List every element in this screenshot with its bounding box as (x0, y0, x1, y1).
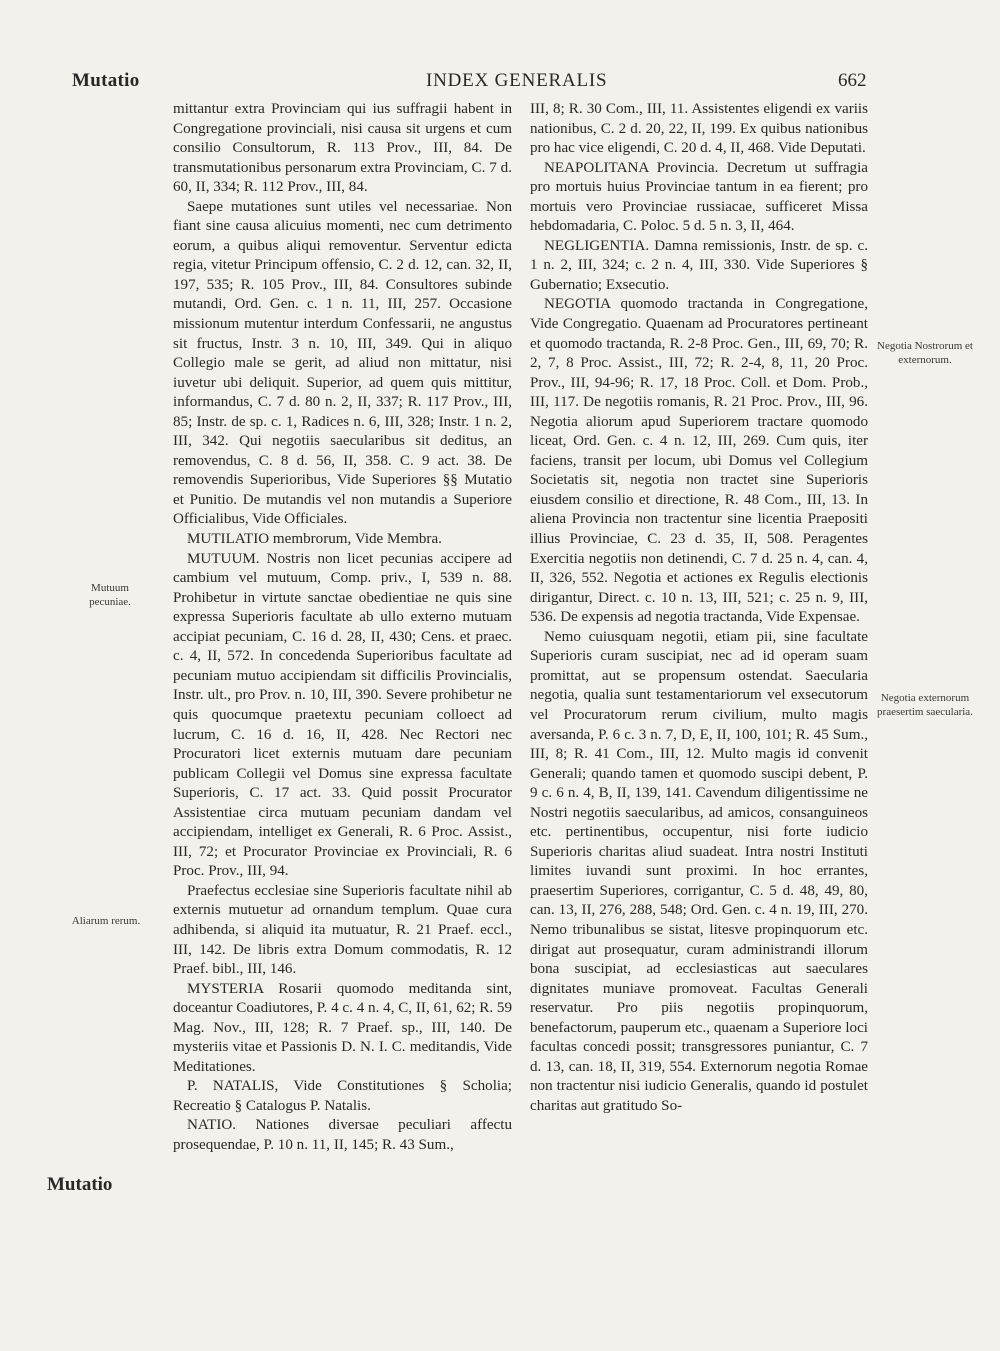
paragraph-mutatio-saepe: Saepe mutationes sunt utiles vel necessariae. Non fiant sine causa alicuius momenti, nec cum detrimento eorum, a quibus aliqui removentur. Serventur edicta regia, vitetur Principum offensio, C. 2 d. 12, can. 32, II, 197, 535; R. 105 Prov., III, 84. Consultores subinde mutandi, Ord. Gen. c. 1 n. 11, III, 257. Occasione missionum mutentur interdum Confessarii, ne angustus sit fructus, Instr. 3 n. 10, III, 349. Qui in aliquo Collegio male se gerit, ad aliud non mittatur, nisi iuvetur ubi deliquit. Superior, ad quem quis mittitur, informandus, C. 7 d. 80 n. 2, II, 337; R. 117 Prov., III, 85; Instr. de sp. c. 1, Radices n. 6, III, 328; Instr. 1 n. 2, III, 342. Qui negotiis saecularibus sit deditus, an removendus, C. 8 d. 56, II, 358. C. 9 act. 38. De removendis Superioribus, Vide Superiores §§ Mutatio et Punitio. De mutandis vel non mutandis a Superiore Officialibus, Vide Officiales. (173, 198, 512, 528)
paragraph-mutuum-praefectus: Praefectus ecclesiae sine Superioris facultate nihil ab externis mutuetur ad ornandum templum. Quae cura adhibenda, si aliquid ita mutuatur, R. 21 Praef. eccl., III, 142. De libris extra Domum commodatis, R. 12 Praef. bibl., III, 146. (173, 882, 512, 978)
entry-mutuum: MUTUUM. Nostris non licet pecunias accipere ad cambium vel mutuum, Comp. priv., I, 539 n. 88. Prohibetur in virtute sanctae obedientiae ne quis sine expressa Superioris facultate ab ullo externo mutuam accipiat pecuniam, C. 16 d. 28, II, 430; Cens. et praec. c. 4, II, 572. In concedenda Superioribus facultate ad pecuniam mutuo accipiendam sit difficilis Provincialis, Instr. ult., pro Prov. n. 10, III, 390. Severe prohibetur ne quis quocumque praetextu pecuniam colloect ad lucrum, C. 16 d. 16, II, 428. Nec Rectori nec Procuratori licet externis mutuam dare pecuniam publicam Collegii vel Domus sine expressa facultate Superioris, C. 17 act. 33. Quid possit Procurator Assistentiae circa mutuam pecuniam dandam vel accipiendam, intelliget ex Generali, R. 6 Proc. Assist., III, 72; et Procurator Provinciae ex Provinciali, R. 6 Proc. Prov., III, 94. (173, 550, 512, 880)
paragraph-negotia-nemo: Nemo cuiusquam negotii, etiam pii, sine facultate Superioris curam suscipiat, nec ad id operam suam promittat, aut se propensum ostendat. Saecularia negotia, qualia sunt testamentariorum vel exsecutorum vel Procuratorum rerum civilium, multo magis aversanda, P. 6 c. 3 n. 7, D, E, II, 100, 101; R. 45 Sum., III, 8; R. 41 Com., III, 12. Multo magis id convenit Generali; quando tamen et quomodo suscipi debent, P. 9 c. 6 n. 4, B, II, 139, 141. Cavendum diligentissime ne Nostri negotiis saecularibus, ad amicos, consanguineos etc. pertinentibus, occupentur, nisi forte iudicio Superioris charitas aliud suadeat. Intra nostri Instituti limites iuvandi sunt proximi. In hoc errantes, praesertim Superiores, corrigantur, C. 5 d. 48, 49, 80, can. 13, II, 276, 288, 548; Ord. Gen. c. 4 n. 19, III, 270. Nemo tribunalibus se sistat, litesve propinquorum etc. dirigat aut prosequatur, curam administrandi illorum bona suscipiat, ad ecclesiasticas aut saeculares dignitates muniave promoveat. Facultas Generali reservatur. Pro piis negotiis propinquorum, benefactorum, pauperum etc., quaenam a Superiore loci facultas concedi possit; transgressores puniantur, C. 7 d. 13, can. 18, II, 319, 554. Externorum negotia Romae non tractentur nisi iudicio Generalis, quando id postulet charitas aut gratitudo So- (530, 628, 868, 1114)
entry-mutilatio: MUTILATIO membrorum, Vide Membra. (187, 531, 442, 548)
right-column (530, 100, 868, 1116)
running-head-title: INDEX GENERALIS (426, 70, 608, 91)
margin-note-negotia-nostrorum: Negotia Nostrorum et externorum. (877, 340, 973, 366)
margin-note-mutuum: Mutuum pecuniae. (89, 582, 131, 608)
entry-natio: NATIO. Nationes diversae peculiari affectu prosequendae, P. 10 n. 11, II, 145; R. 43 Sum., (173, 1117, 512, 1153)
entry-p-natalis: P. NATALIS, Vide Constitutiones § Scholia; Recreatio § Catalogus P. Natalis. (173, 1078, 512, 1114)
running-head-left: Mutatio (72, 70, 140, 91)
left-column (173, 100, 512, 1156)
catchword: Mutatio (47, 1174, 113, 1195)
page-number: 662 (838, 70, 867, 91)
margin-note-negotia-externorum: Negotia externorum praesertim saecularia. (877, 692, 973, 718)
entry-negligentia: NEGLIGENTIA. Damna remissionis, Instr. de sp. c. 1 n. 2, III, 324; c. 2 n. 4, III, 330. Vide Superiores § Gubernatio; Exsecutio. (530, 237, 868, 293)
paragraph-natio-continued: III, 8; R. 30 Com., III, 11. Assistentes eligendi ex variis nationibus, C. 2 d. 20, 22, II, 199. Ex quibus nationibus pro hac vice eligendi, C. 20 d. 4, II, 468. Vide Deputati. (530, 101, 868, 157)
entry-neapolitana: NEAPOLITANA Provincia. Decretum ut suffragia pro mortuis huius Provinciae tantum in ea fierent; pro mortuis vero Provinciae russiacae, sufficeret Missa hebdomadaria, C. Poloc. 5 d. 5 n. 3, II, 464. (530, 159, 868, 235)
entry-mysteria: MYSTERIA Rosarii quomodo meditanda sint, doceantur Coadiutores, P. 4 c. 4 n. 4, C, II, 61, 62; R. 59 Mag. Nov., III, 128; R. 7 Praef. sp., III, 140. De mysteriis vitae et Passionis D. N. I. C. meditandis, Vide Meditationes. (173, 980, 512, 1075)
paragraph-mutatio-continued: mittantur extra Provinciam qui ius suffragii habent in Congregatione provinciali, nisi causa sit urgens et cum consilio Consultorum, R. 113 Prov., III, 84. De transmutationibus personarum extra Provinciam, C. 7 d. 60, II, 334; R. 112 Prov., III, 84. (173, 101, 512, 196)
entry-negotia: NEGOTIA quomodo tractanda in Congregatione, Vide Congregatio. Quaenam ad Procuratores pertineant et quomodo tractanda, R. 2-8 Proc. Gen., III, 69, 70; R. 2, 7, 8 Proc. Assist., III, 72; R. 2-4, 8, 11, 20 Proc. Prov., III, 94-96; R. 17, 18 Proc. Coll. et Dom. Prob., III, 117. De negotiis romanis, R. 21 Proc. Prov., III, 96. Negotia aliorum apud Superiorem tractare quomodo liceat, Ord. Gen. c. 4 n. 12, III, 269. Cum quis, iter faciens, transit per locum, ubi Domus vel Collegium Societatis sit, negotia non tractet sine Superioris eiusdem consilio et directione, R. 48 Com., III, 13. In aliena Provincia non tractentur sine licentia Praepositi illius Provinciae, C. 23 d. 35, II, 508. Peragentes Exercitia negotiis non detinendi, C. 7 d. 25 n. 4, can. 4, II, 326, 552. Negotia et actiones ex Regulis electionis dirigantur, Direct. c. 10 n. 13, III, 521; c. 25 n. 9, III, 536. De expensis ad negotia tractanda, Vide Expensae. (530, 296, 868, 626)
margin-note-aliarum: Aliarum rerum. (71, 915, 141, 927)
